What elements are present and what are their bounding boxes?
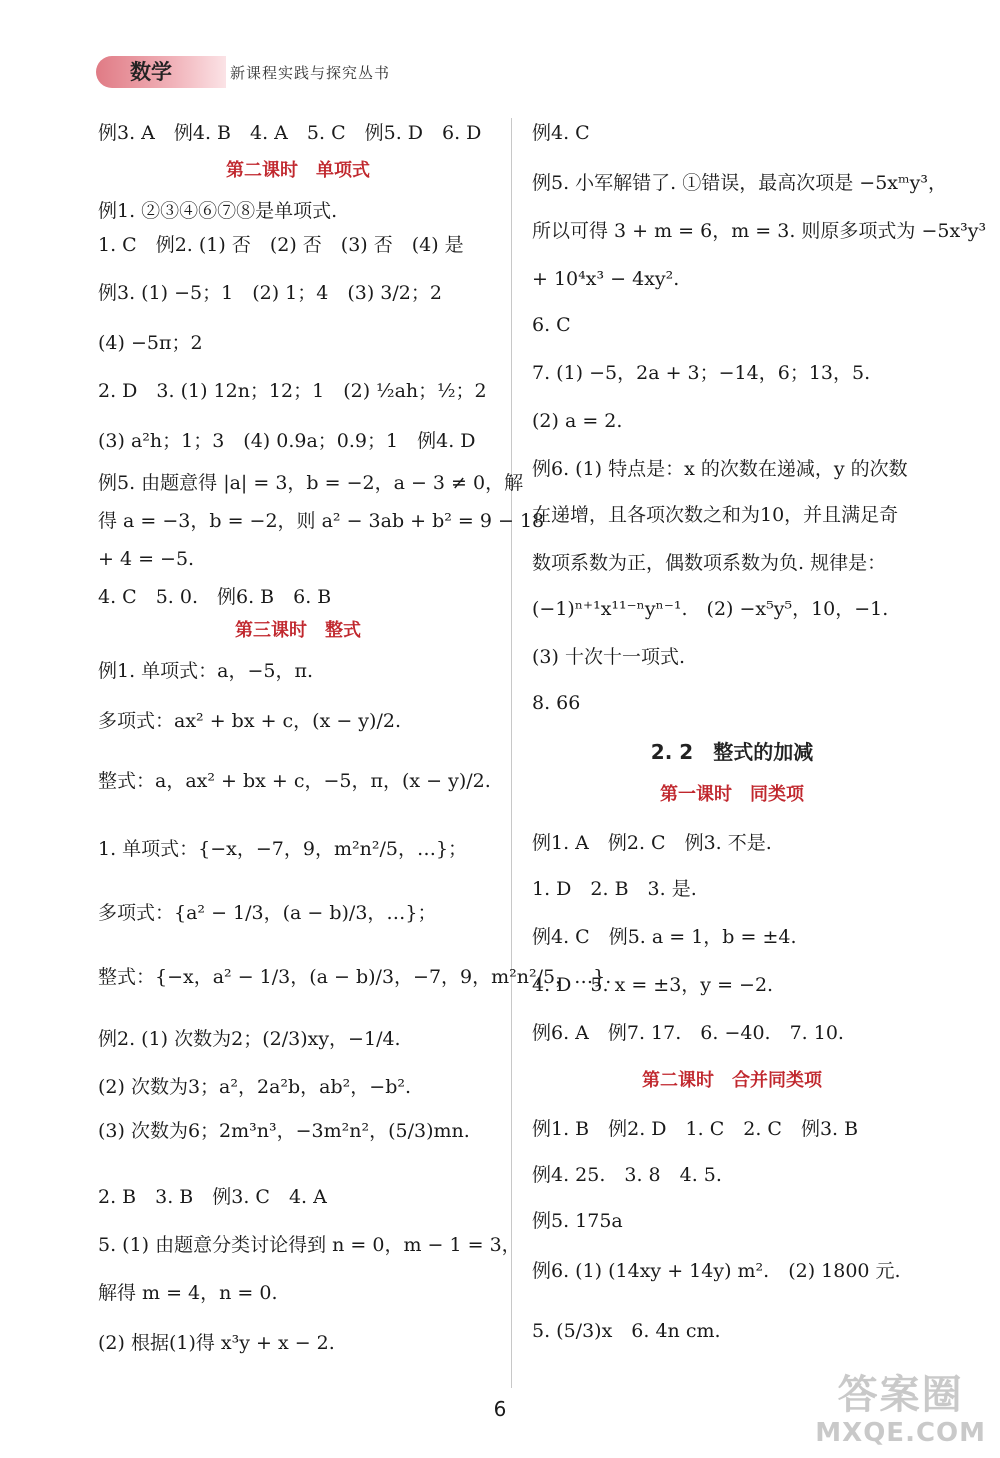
- answer-line: 解得 m = 4，n = 0.: [98, 1282, 278, 1304]
- answer-line: 例2. (1) 次数为2；(2/3)xy，−1/4.: [98, 1028, 401, 1050]
- answer-line: 例3. A 例4. B 4. A 5. C 例5. D 6. D: [98, 122, 482, 144]
- answer-line: 例6. A 例7. 17. 6. −40. 7. 10.: [532, 1022, 844, 1044]
- answer-line: (3) 十次十一项式.: [532, 646, 685, 668]
- lesson-heading: 第一课时 同类项: [660, 784, 804, 805]
- answer-line: 4. D 5. x = ±3，y = −2.: [532, 974, 774, 996]
- subject-tab: [96, 56, 226, 88]
- section-heading: 2. 2 整式的加减: [650, 740, 814, 764]
- series-title: 新课程实践与探究丛书: [230, 64, 391, 82]
- answer-line: 例1. ②③④⑥⑦⑧是单项式.: [98, 200, 338, 222]
- answer-line: 多项式：{a² − 1/3，(a − b)/3，…}；: [98, 902, 437, 924]
- answer-line: 得 a = −3，b = −2，则 a² − 3ab + b² = 9 − 18: [98, 510, 545, 532]
- lesson-heading: 第三课时 整式: [235, 620, 361, 641]
- answer-line: 例5. 175a: [532, 1210, 623, 1232]
- answer-line: 在递增，且各项次数之和为10，并且满足奇: [532, 504, 899, 526]
- answer-line: 整式：a，ax² + bx + c，−5，π，(x − y)/2.: [98, 770, 491, 792]
- page-header: [96, 56, 396, 90]
- answer-line: (3) a²h；1；3 (4) 0.9a；0.9；1 例4. D: [98, 430, 476, 452]
- answer-line: 1. 单项式：{−x，−7，9，m²n²/5，…}；: [98, 838, 468, 860]
- subject-label: 数学: [130, 60, 172, 84]
- answer-line: 2. D 3. (1) 12n；12；1 (2) ½ah；½；2: [98, 380, 487, 402]
- answer-line: 例4. 25. 3. 8 4. 5.: [532, 1164, 722, 1186]
- answer-line: 例6. (1) 特点是：x 的次数在递减，y 的次数: [532, 458, 908, 480]
- answer-line: 例6. (1) (14xy + 14y) m². (2) 1800 元.: [532, 1260, 901, 1282]
- watermark-site: MXQE.COM: [815, 1418, 986, 1448]
- answer-line: 多项式：ax² + bx + c，(x − y)/2.: [98, 710, 401, 732]
- answer-line: 1. C 例2. (1) 否 (2) 否 (3) 否 (4) 是: [98, 234, 464, 256]
- answer-line: 例1. A 例2. C 例3. 不是.: [532, 832, 772, 854]
- answer-line: + 4 = −5.: [98, 548, 195, 570]
- answer-line: + 10⁴x³ − 4xy².: [532, 268, 680, 290]
- answer-line: 例1. 单项式：a，−5，π.: [98, 660, 314, 682]
- answer-line: (3) 次数为6；2m³n³，−3m²n²，(5/3)mn.: [98, 1120, 470, 1142]
- answer-line: 1. D 2. B 3. 是.: [532, 878, 697, 900]
- answer-line: 4. C 5. 0. 例6. B 6. B: [98, 586, 332, 608]
- answer-line: (2) 根据(1)得 x³y + x − 2.: [98, 1332, 335, 1354]
- answer-line: 5. (1) 由题意分类讨论得到 n = 0，m − 1 = 3，: [98, 1234, 521, 1256]
- answer-line: 数项系数为正，偶数项系数为负. 规律是：: [532, 552, 887, 574]
- answer-line: 例5. 小军解错了. ①错误，最高次项是 −5xᵐy³，: [532, 172, 948, 194]
- page-number: 6: [493, 1397, 507, 1421]
- answer-line: (2) a = 2.: [532, 410, 623, 432]
- answer-line: (4) −5π；2: [98, 332, 203, 354]
- answer-line: (2) 次数为3；a²，2a²b，ab²，−b².: [98, 1076, 412, 1098]
- answer-line: 所以可得 3 + m = 6，m = 3. 则原多项式为 −5x³y³: [532, 220, 987, 242]
- answer-line: 6. C: [532, 314, 571, 336]
- watermark: [815, 1372, 986, 1448]
- answer-line: 例5. 由题意得 |a| = 3，b = −2，a − 3 ≠ 0，解: [98, 472, 524, 494]
- answer-line: 8. 66: [532, 692, 581, 714]
- answer-line: 例3. (1) −5；1 (2) 1；4 (3) 3/2；2: [98, 282, 442, 304]
- answer-line: 例4. C 例5. a = 1，b = ±4.: [532, 926, 797, 948]
- answer-line: 例1. B 例2. D 1. C 2. C 例3. B: [532, 1118, 859, 1140]
- lesson-heading: 第二课时 单项式: [226, 160, 370, 181]
- answer-line: 例4. C: [532, 122, 590, 144]
- answer-line: 2. B 3. B 例3. C 4. A: [98, 1186, 327, 1208]
- column-divider: [511, 118, 512, 1388]
- answer-line: 7. (1) −5，2a + 3；−14，6；13，5.: [532, 362, 871, 384]
- watermark-logo: 答案圈: [837, 1372, 964, 1418]
- answer-line: (−1)ⁿ⁺¹x¹¹⁻ⁿyⁿ⁻¹. (2) −x⁵y⁵，10，−1.: [532, 598, 889, 620]
- answer-line: 整式：{−x，a² − 1/3，(a − b)/3，−7，9，m²n²/5，…}.: [98, 966, 612, 988]
- lesson-heading: 第二课时 合并同类项: [642, 1070, 822, 1091]
- answer-line: 5. (5/3)x 6. 4n cm.: [532, 1320, 721, 1342]
